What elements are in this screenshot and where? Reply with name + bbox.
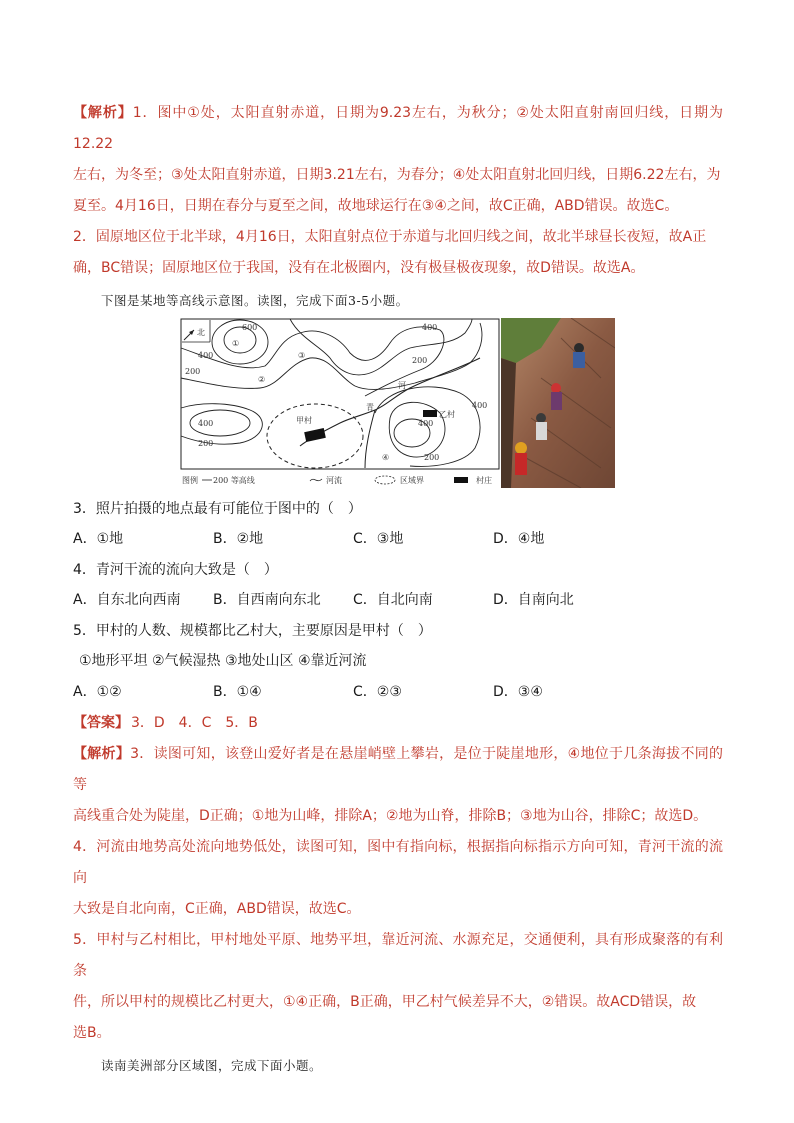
answer-line [73,708,723,739]
question-3-options [73,524,723,555]
question-intro-2: 读南美洲部分区域图，完成下面小题。 [101,1058,323,1073]
analysis-line: 左右，为冬至；③处太阳直射赤道，日期3.21左右，为春分；④处太阳直射北回归线，日期6.22左右，为 [73,167,721,183]
point-2: ② [258,375,266,384]
point-3: ③ [298,351,306,360]
elev-label: 200 [185,367,201,376]
river-label-2: 河 [398,381,406,390]
map-legend [182,475,492,485]
analysis-2 [73,739,723,1049]
elev-label: 400 [198,351,214,360]
question-4-options [73,585,723,616]
elev-label: 400 [422,323,438,332]
analysis-line: 大致是自北向南，C正确，ABD错误，故选C。 [73,901,361,917]
elev-label: 200 [412,356,428,365]
contour-map [180,318,500,488]
answer-tag: 【答案】 [73,715,129,731]
question-4-stem: 4．青河干流的流向大致是（ ） [73,562,278,578]
analysis-line: 1．图中①处，太阳直射赤道，日期为9.23左右，为秋分；②处太阳直射南回归线，日期为12.22 [73,105,723,152]
question-5-stem: 5．甲村的人数、规模都比乙村大，主要原因是甲村（ ） [73,623,432,639]
option-a[interactable]: A．①② [73,684,122,700]
legend-boundary: 区域界 [400,476,424,485]
climbing-photo [501,318,615,488]
figure [73,318,723,494]
analysis-tag: 【解析】 [73,746,131,762]
question-5-sub-options: ①地形平坦 ②气候湿热 ③地处山区 ④靠近河流 [79,653,367,669]
point-4: ④ [382,453,390,462]
village-a-label: 甲村 [296,416,312,425]
option-b[interactable]: B．自西南向东北 [213,592,321,608]
option-d[interactable]: D．自南向北 [493,592,574,608]
option-c[interactable]: C．自北向南 [353,592,433,608]
village-b-label: 乙村 [439,410,455,419]
legend-river: 河流 [326,476,342,485]
option-a[interactable]: A．①地 [73,531,124,547]
option-b[interactable]: B．①④ [213,684,262,700]
analysis-tag: 【解析】 [73,105,133,121]
analysis-line: 夏至。4月16日，日期在春分与夏至之间，故地球运行在③④之间，故C正确，ABD错误。故选C。 [73,198,679,214]
analysis-line: 5．甲村与乙村相比，甲村地处平原、地势平坦，靠近河流、水源充足，交通便利，具有形成聚落的有利条 [73,932,723,979]
question-3-stem: 3．照片拍摄的地点最有可能位于图中的（ ） [73,501,362,517]
option-c[interactable]: C．②③ [353,684,402,700]
north-label: 北 [197,328,205,337]
option-d[interactable]: D．③④ [493,684,543,700]
analysis-line: 3．读图可知，该登山爱好者是在悬崖峭壁上攀岩，是位于陡崖地形，④地位于几条海拔不同的等 [73,746,723,793]
legend-village: 村庄 [476,476,492,485]
analysis-line: 4．河流由地势高处流向地势低处，读图可知，图中有指向标，根据指向标指示方向可知，青河干流的流向 [73,839,723,886]
analysis-line: 件，所以甲村的规模比乙村更大，①④正确，B正确，甲乙村气候差异不大，②错误。故ACD错误，故 [73,994,697,1010]
answer-text: 3．D 4．C 5．B [131,715,258,731]
river-label-1: 青 [366,403,374,412]
analysis-line: 选B。 [73,1025,111,1041]
elev-label: 200 [424,453,440,462]
analysis-1 [73,98,723,284]
legend-title: 图例 [182,476,198,485]
legend-contour: 200 等高线 [213,476,255,485]
option-c[interactable]: C．③地 [353,531,404,547]
point-1: ① [232,339,240,348]
question-5-options [73,677,723,708]
elev-label: 400 [472,401,488,410]
elev-label: 200 [198,439,214,448]
elev-label: 400 [418,419,434,428]
option-a[interactable]: A．自东北向西南 [73,592,181,608]
analysis-line: 高线重合处为陡崖，D正确；①地为山峰，排除A；②地为山脊，排除B；③地为山谷，排除C；故选D。 [73,808,708,824]
analysis-line: 2．固原地区位于北半球，4月16日，太阳直射点位于赤道与北回归线之间，故北半球昼长夜短，故A正 [73,229,707,245]
village-yi [423,410,437,417]
option-b[interactable]: B．②地 [213,531,264,547]
option-d[interactable]: D．④地 [493,531,545,547]
elev-label: 600 [242,323,258,332]
page-content [73,98,723,1079]
analysis-line: 确，BC错误；固原地区位于我国，没有在北极圈内，没有极昼极夜现象，故D错误。故选A。 [73,260,645,276]
question-intro: 下图是某地等高线示意图。读图，完成下面3-5小题。 [101,293,409,308]
elev-label: 400 [198,419,214,428]
